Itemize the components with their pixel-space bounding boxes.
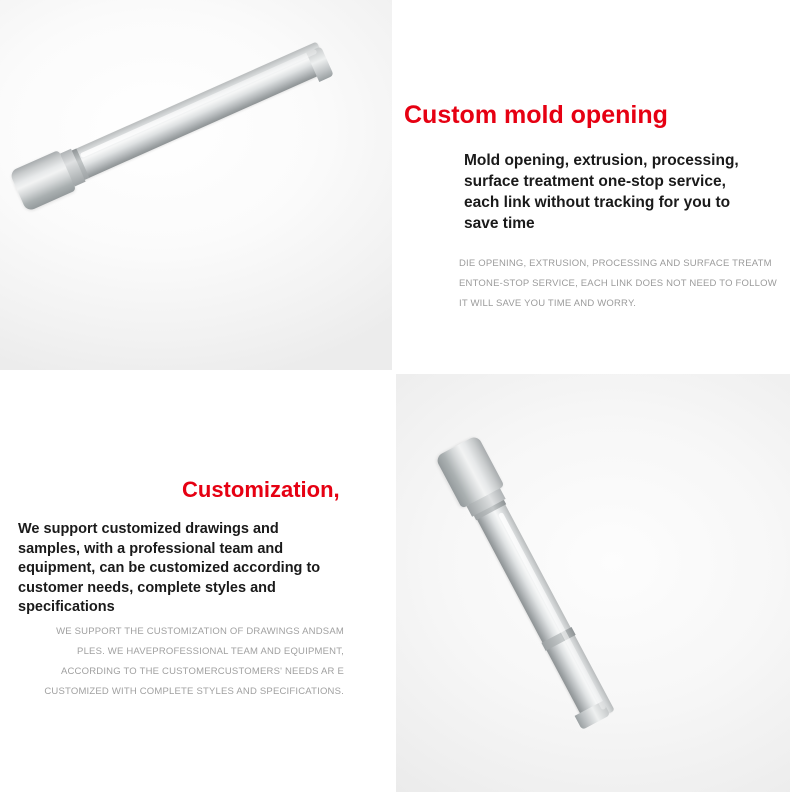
custom-mold-opening-block	[396, 0, 790, 370]
text-panel-bottom-left	[0, 374, 392, 792]
text-panel-top-right	[396, 0, 790, 370]
section-fineprint-custom-mold-opening: DIE OPENING, EXTRUSION, PROCESSING AND SURFACE TREATM ENTONE-STOP SERVICE, EACH LINK DOES NOT NEED TO FOLLOW IT WILL SAVE YOU TIME AND WORRY.	[459, 258, 777, 309]
vertical-divider	[392, 0, 396, 792]
product-photo-ejector-pin-1	[0, 0, 392, 370]
product-photo-ejector-pin-2	[396, 374, 790, 792]
section-subhead-custom-mold-opening: Mold opening, extrusion, processing, surface treatment one-stop service, each link without tracking for you to save time	[464, 152, 739, 232]
pin-specular-highlight	[498, 512, 607, 710]
photo-panel-top-left	[0, 0, 392, 370]
customization-block	[0, 374, 392, 792]
section-fineprint-customization: WE SUPPORT THE CUSTOMIZATION OF DRAWINGS ANDSAM PLES. WE HAVEPROFESSIONAL TEAM AND EQUIPMENT, ACCORDING TO THE CUSTOMERCUSTOMERS' NEEDS AR E CUSTOMIZED WITH COMPLETE STYLES AND SPECIFICATIONS.	[44, 626, 344, 697]
ejector-pin-illustration-angled	[435, 435, 623, 731]
pin-specular-highlight	[80, 49, 318, 159]
section-headline-custom-mold-opening: Custom mold opening	[404, 101, 668, 129]
horizontal-divider	[0, 370, 790, 374]
photo-panel-bottom-right	[396, 374, 790, 792]
section-subhead-customization: We support customized drawings and samples, with a professional team and equipment, can be customized according to customer needs, complete styles and specifications	[18, 521, 321, 615]
ejector-pin-illustration	[9, 34, 338, 212]
section-headline-customization: Customization,	[182, 477, 340, 502]
